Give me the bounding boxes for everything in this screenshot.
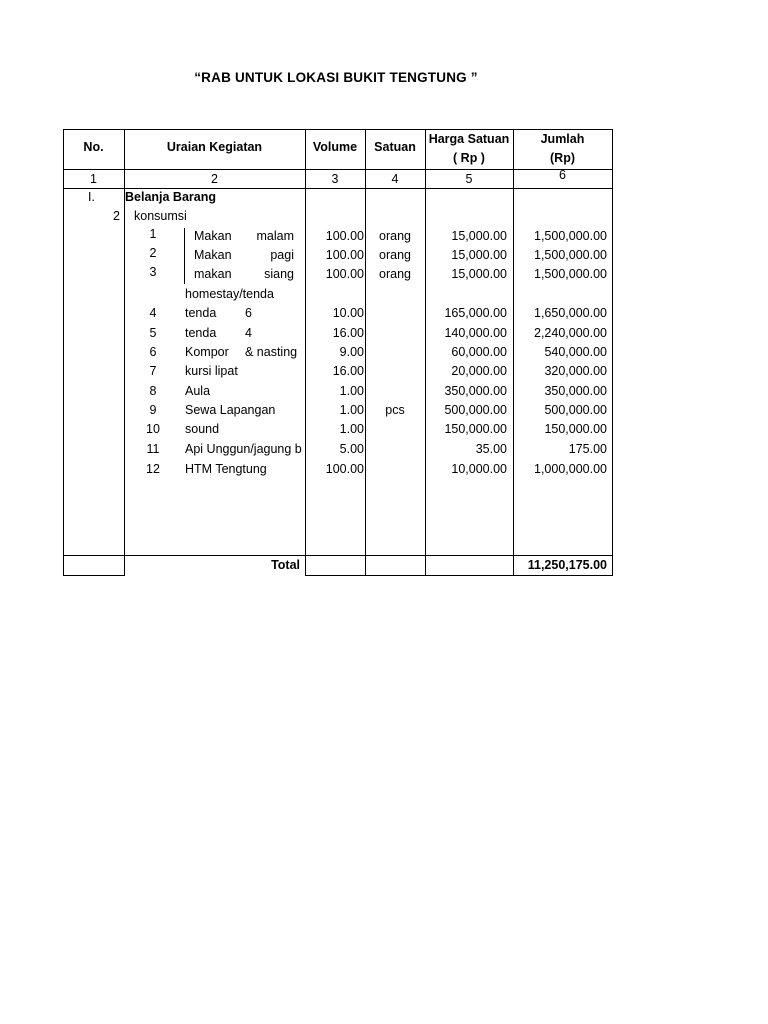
- item-harga: 140,000.00: [444, 326, 507, 340]
- item-satuan: pcs: [385, 403, 405, 417]
- item-name: Api Unggun/jagung b: [185, 442, 302, 456]
- item-harga: 10,000.00: [451, 462, 507, 476]
- konsumsi-bracket: [184, 228, 185, 284]
- item-harga: 60,000.00: [451, 345, 507, 359]
- item-name: tenda: [185, 326, 217, 340]
- item-jumlah: 150,000.00: [544, 422, 607, 436]
- item-volume: 9.00: [339, 345, 364, 359]
- item-detail: & nasting: [245, 345, 298, 359]
- header-jumlah-line1: Jumlah: [540, 132, 585, 146]
- header-jumlah-line2: (Rp): [550, 151, 575, 165]
- item-jumlah: 1,500,000.00: [534, 248, 607, 262]
- item-no: 12: [146, 462, 160, 476]
- item-satuan: orang: [379, 248, 411, 262]
- item-jumlah: 500,000.00: [544, 403, 607, 417]
- item-jumlah: 320,000.00: [544, 364, 607, 378]
- item-volume: 100.00: [325, 229, 364, 243]
- item-harga: 15,000.00: [451, 267, 507, 281]
- item-volume: 100.00: [325, 248, 364, 262]
- subsection-number: 2: [113, 209, 120, 223]
- item-jumlah: 1,650,000.00: [534, 306, 607, 320]
- item-name: makan: [194, 267, 232, 281]
- item-satuan: orang: [379, 267, 411, 281]
- item-harga: 20,000.00: [451, 364, 507, 378]
- item-no: 1: [149, 227, 157, 241]
- total-value: 11,250,175.00: [527, 558, 607, 572]
- col-number: 1: [90, 172, 97, 186]
- document-title: “RAB UNTUK LOKASI BUKIT TENGTUNG ”: [194, 70, 478, 85]
- table-border-top: [63, 129, 613, 130]
- item-harga: 35.00: [475, 442, 507, 456]
- item-harga: 165,000.00: [444, 306, 507, 320]
- item-harga: 15,000.00: [451, 229, 507, 243]
- item-harga: 15,000.00: [451, 248, 507, 262]
- header-volume: Volume: [312, 140, 358, 154]
- item-detail: malam: [256, 229, 294, 243]
- col-border-right: [612, 129, 613, 576]
- item-jumlah: 175.00: [568, 442, 607, 456]
- item-no: 8: [149, 384, 157, 398]
- item-name: Makan: [194, 229, 232, 243]
- item-jumlah: 1,000,000.00: [534, 462, 607, 476]
- total-row-bottom-left: [63, 575, 125, 576]
- item-detail: 6: [245, 306, 252, 320]
- total-row-top: [63, 555, 613, 556]
- item-no: 6: [149, 345, 157, 359]
- item-satuan: orang: [379, 229, 411, 243]
- subsection-label: konsumsi: [134, 209, 187, 223]
- section-label: Belanja Barang: [125, 190, 217, 204]
- item-jumlah: 2,240,000.00: [534, 326, 607, 340]
- item-no: 11: [146, 442, 160, 456]
- item-no: 3: [149, 265, 157, 279]
- item-detail: pagi: [270, 248, 294, 262]
- item-jumlah: 1,500,000.00: [534, 229, 607, 243]
- item-no: 2: [149, 246, 157, 260]
- item-volume: 16.00: [332, 364, 364, 378]
- item-harga: 500,000.00: [444, 403, 507, 417]
- item-name: Kompor: [185, 345, 229, 359]
- item-name: Makan: [194, 248, 232, 262]
- col-number: 5: [465, 172, 473, 186]
- item-name: HTM Tengtung: [185, 462, 267, 476]
- item-jumlah: 540,000.00: [544, 345, 607, 359]
- header-satuan: Satuan: [374, 140, 416, 154]
- item-name: Sewa Lapangan: [185, 403, 276, 417]
- item-no: 5: [149, 326, 157, 340]
- item-name: tenda: [185, 306, 217, 320]
- col-number: 6: [559, 168, 566, 182]
- item-volume: 5.00: [339, 442, 364, 456]
- group-label: homestay/tenda: [185, 287, 274, 301]
- total-label: Total: [271, 558, 300, 572]
- item-name: Aula: [185, 384, 211, 398]
- item-detail: 4: [245, 326, 252, 340]
- item-no: 9: [149, 403, 157, 417]
- item-volume: 10.00: [332, 306, 364, 320]
- col-number: 4: [391, 172, 399, 186]
- header-uraian: Uraian Kegiatan: [166, 140, 263, 154]
- item-harga: 350,000.00: [444, 384, 507, 398]
- item-no: 10: [146, 422, 160, 436]
- item-volume: 100.00: [325, 267, 364, 281]
- col-border-satuan: [365, 129, 366, 576]
- header-harga-line1: Harga Satuan: [428, 132, 510, 146]
- item-jumlah: 350,000.00: [544, 384, 607, 398]
- header-harga-line2: ( Rp ): [453, 151, 485, 165]
- item-harga: 150,000.00: [444, 422, 507, 436]
- item-volume: 1.00: [339, 422, 364, 436]
- item-volume: 1.00: [339, 384, 364, 398]
- item-volume: 16.00: [332, 326, 364, 340]
- item-volume: 1.00: [339, 403, 364, 417]
- col-number: 3: [331, 172, 339, 186]
- header-no: No.: [83, 140, 104, 154]
- item-detail: siang: [264, 267, 294, 281]
- item-no: 4: [149, 306, 157, 320]
- item-name: kursi lipat: [185, 364, 238, 378]
- item-name: sound: [185, 422, 220, 436]
- item-volume: 100.00: [325, 462, 364, 476]
- section-number: I.: [88, 190, 95, 204]
- col-border-no: [63, 129, 64, 576]
- item-jumlah: 1,500,000.00: [534, 267, 607, 281]
- total-row-bottom-right: [305, 575, 613, 576]
- col-number: 2: [211, 172, 218, 186]
- item-no: 7: [149, 364, 157, 378]
